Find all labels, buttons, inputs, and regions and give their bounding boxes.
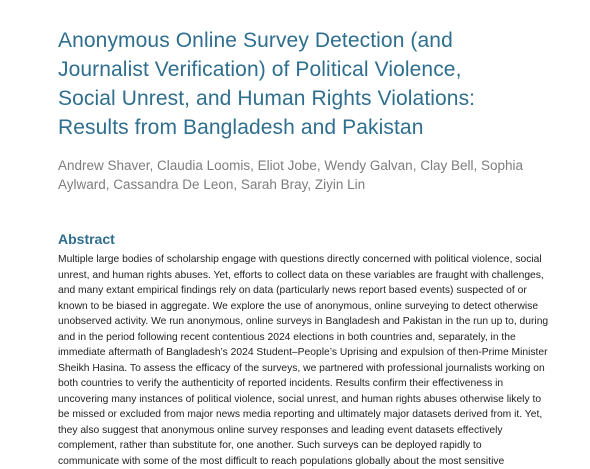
author-list (58, 156, 578, 194)
abstract-line: both countries to verify the authenticity of reported incidents. Results confirm their effectiveness in (58, 376, 588, 392)
paper-title (58, 26, 578, 142)
author-line: Andrew Shaver, Claudia Loomis, Eliot Jobe, Wendy Galvan, Clay Bell, Sophia (58, 156, 578, 175)
abstract-line: and many extant empirical findings rely on data (particularly news report based events) suspected of or (58, 283, 588, 299)
title-line: Journalist Verification) of Political Violence, (58, 55, 578, 84)
abstract-line: unobserved activity. We run anonymous, online surveys in Bangladesh and Pakistan in the run up to, during (58, 314, 588, 330)
title-line: Anonymous Online Survey Detection (and (58, 26, 578, 55)
author-line: Aylward, Cassandra De Leon, Sarah Bray, Ziyin Lin (58, 175, 578, 194)
abstract-text (58, 252, 588, 469)
abstract-line: they also suggest that anonymous online survey responses and leading event datasets effectively (58, 423, 588, 439)
abstract-heading: Abstract (58, 230, 115, 248)
title-line: Social Unrest, and Human Rights Violations: (58, 84, 578, 113)
abstract-line: Sheikh Hasina. To assess the efficacy of the surveys, we partnered with professional journalists working on (58, 361, 588, 377)
abstract-line: uncovering many instances of political violence, social unrest, and human rights abuses otherwise likely to (58, 392, 588, 408)
abstract-line: Multiple large bodies of scholarship engage with questions directly concerned with political violence, social (58, 252, 588, 268)
title-line: Results from Bangladesh and Pakistan (58, 113, 578, 142)
abstract-line: unrest, and human rights abuses. Yet, efforts to collect data on these variables are fraught with challenges, (58, 268, 588, 284)
abstract-line: complement, rather than substitute for, one another. Such surveys can be deployed rapidly to (58, 438, 588, 454)
abstract-line: communicate with some of the most difficult to reach populations globally about the most sensitive (58, 454, 588, 469)
abstract-line: be missed or excluded from major news media reporting and ultimately major datasets derived from it. Yet, (58, 407, 588, 423)
abstract-line: and in the period following recent contentious 2024 elections in both countries and, separately, in the (58, 330, 588, 346)
abstract-line: known to be biased in aggregate. We explore the use of anonymous, online surveying to detect otherwise (58, 299, 588, 315)
abstract-line: immediate aftermath of Bangladesh’s 2024 Student–People’s Uprising and expulsion of then-Prime Minister (58, 345, 588, 361)
